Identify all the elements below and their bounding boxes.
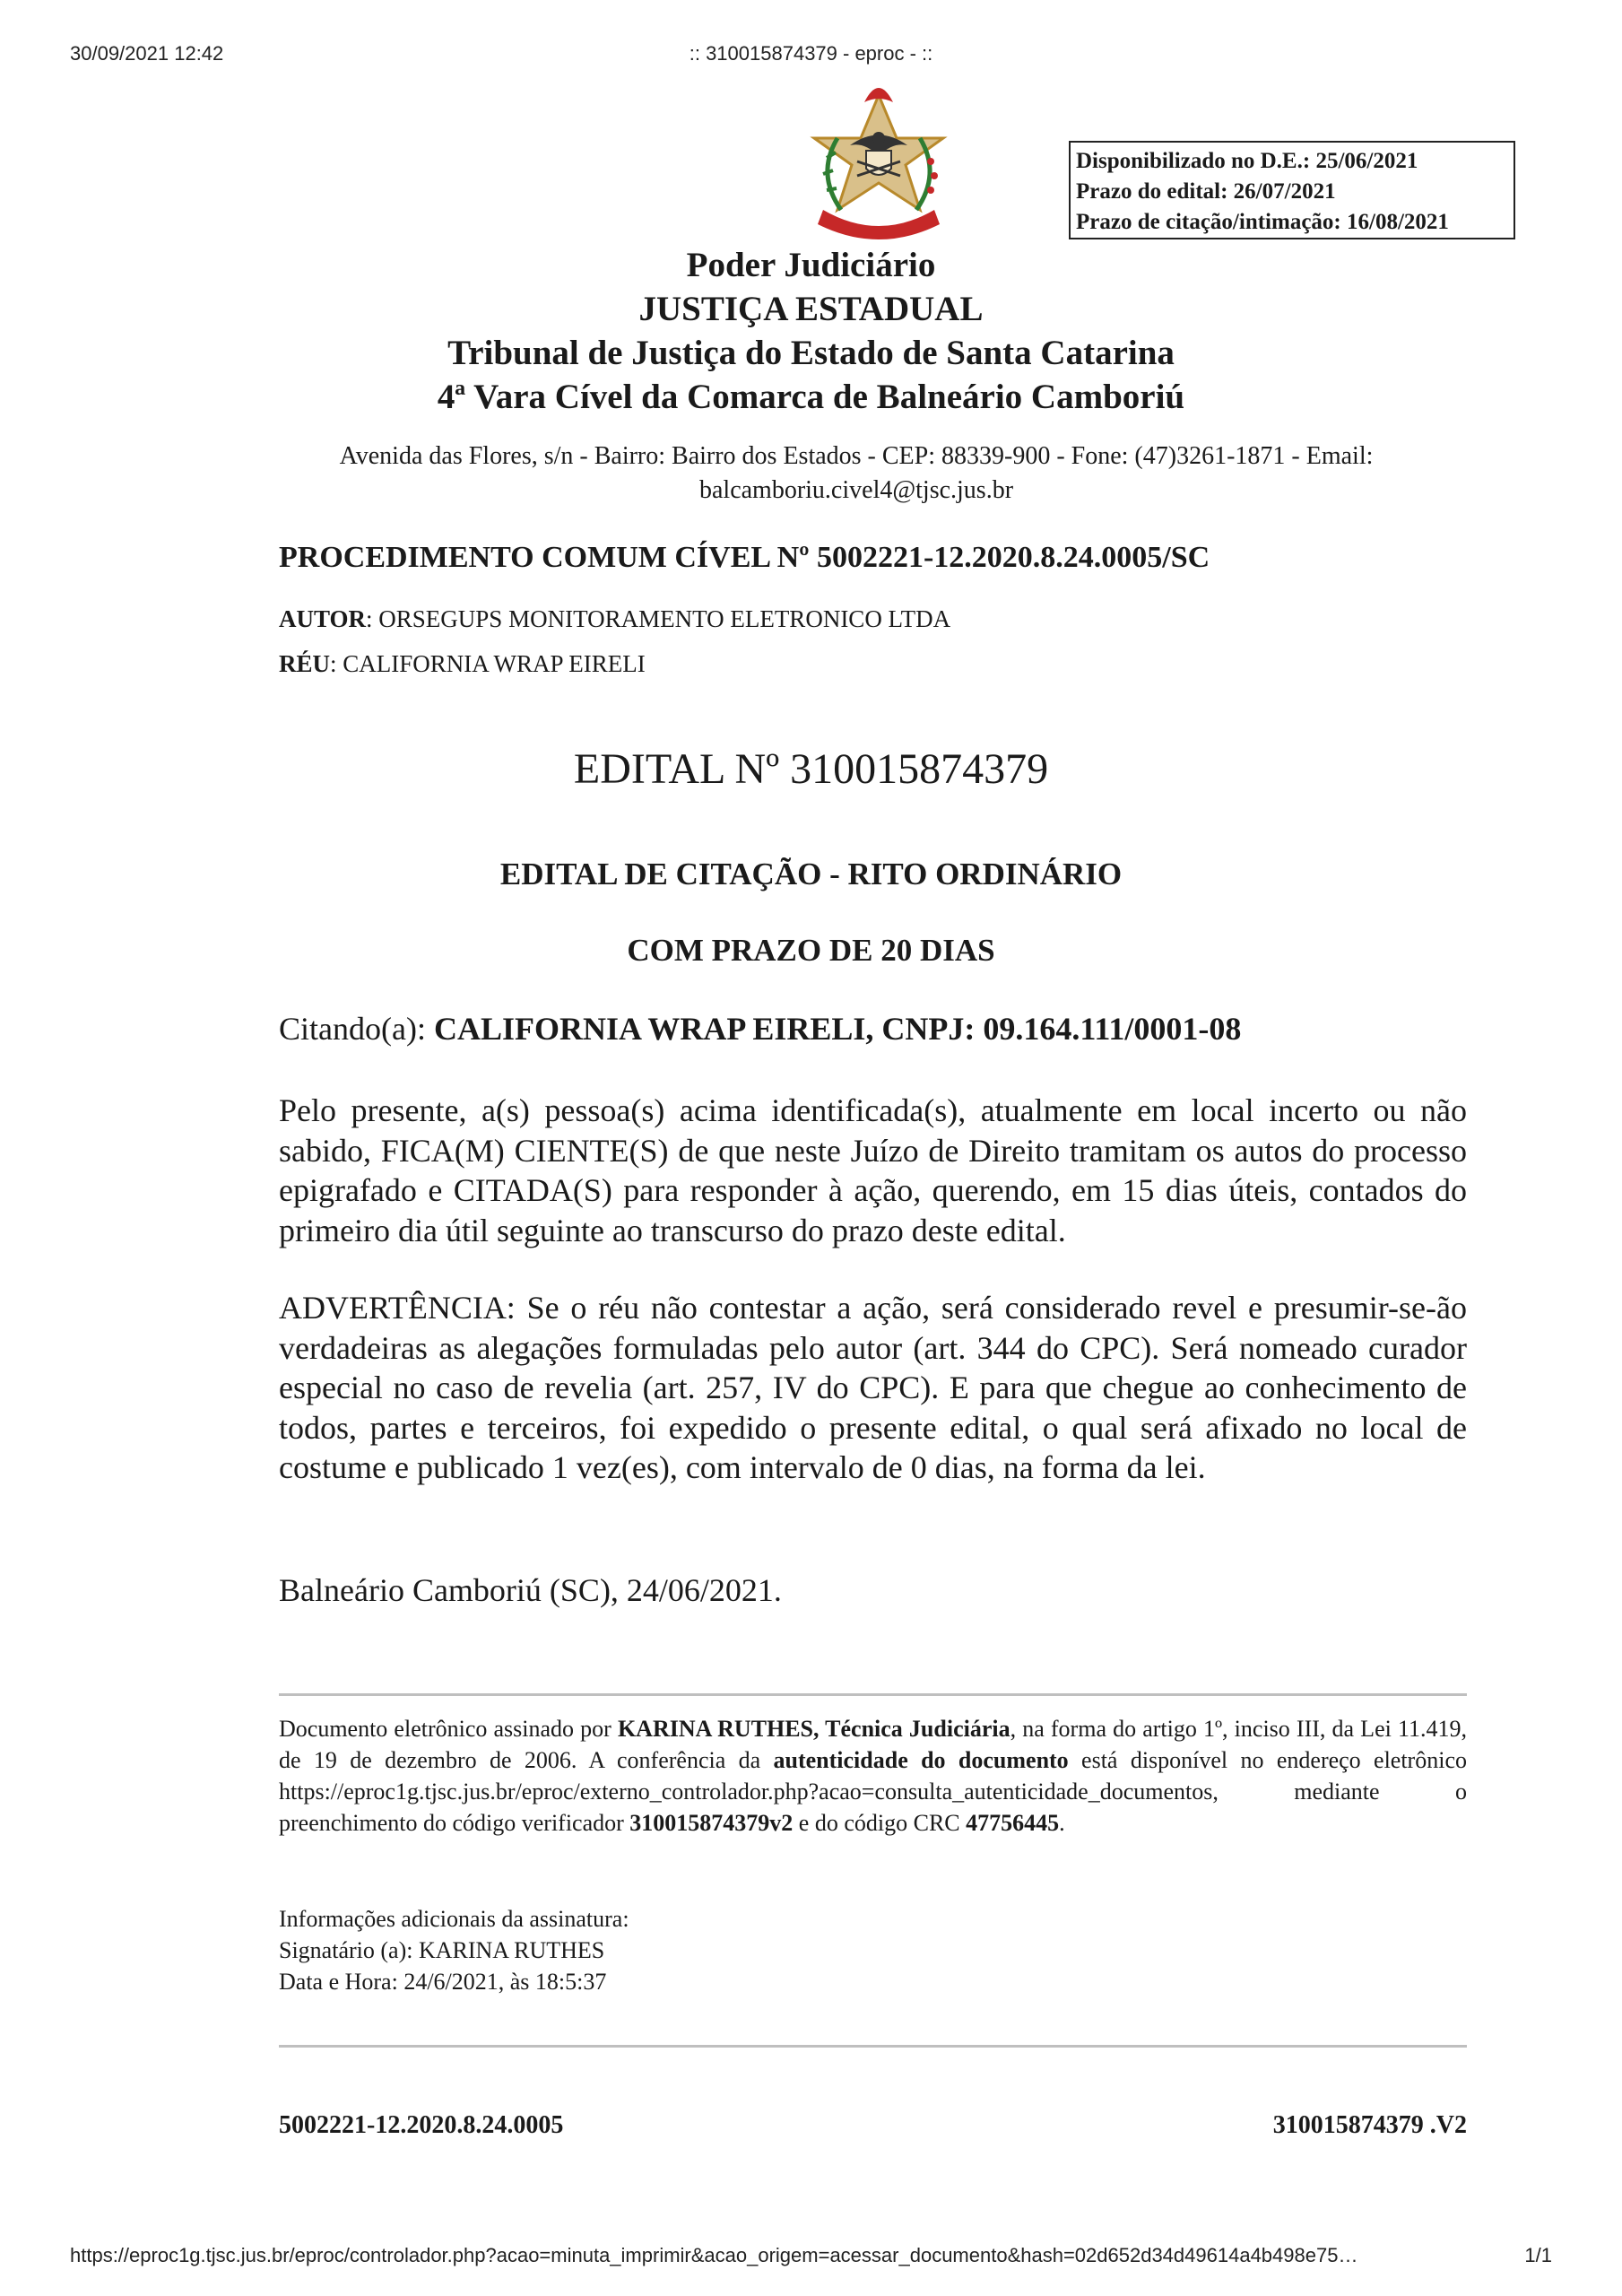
divider bbox=[279, 2045, 1467, 2048]
citation-deadline-line: Prazo de citação/intimação: 16/08/2021 bbox=[1076, 210, 1449, 234]
header-tribunal: Tribunal de Justiça do Estado de Santa Catarina bbox=[447, 334, 1175, 372]
signatory: Signatário (a): KARINA RUTHES bbox=[279, 1937, 605, 1963]
state-coat-of-arms-icon bbox=[796, 75, 961, 246]
print-url: https://eproc1g.tjsc.jus.br/eproc/controlador.php?acao=minuta_imprimir&acao_origem=acessar_documento&hash=02d652d34d49614a4b498e75… bbox=[70, 2244, 1358, 2266]
edital-paragraph-1: Pelo presente, a(s) pessoa(s) acima identificada(s), atualmente em local incerto ou não sabido, FICA(M) CIENTE(S) de que neste Juízo de Direito tramitam os autos do processo epigrafado e CITADA(S) para responder à ação, querendo, em 15 dias úteis, contados do primeiro dia útil seguinte ao transcurso do prazo deste edital. bbox=[279, 1092, 1467, 1248]
additional-info-title: Informações adicionais da assinatura: bbox=[279, 1906, 629, 1932]
divider bbox=[279, 1693, 1467, 1696]
party-reu: RÉU: CALIFORNIA WRAP EIRELI bbox=[279, 650, 646, 677]
edital-deadline-line: Prazo do edital: 26/07/2021 bbox=[1076, 179, 1336, 204]
publication-dates-box bbox=[1069, 141, 1515, 239]
publication-date-line: Disponibilizado no D.E.: 25/06/2021 bbox=[1076, 149, 1418, 173]
party-autor: AUTOR: ORSEGUPS MONITORAMENTO ELETRONICO LTDA bbox=[279, 605, 951, 632]
process-title: PROCEDIMENTO COMUM CÍVEL Nº 5002221-12.2020.8.24.0005/SC bbox=[279, 541, 1210, 574]
edital-paragraph-advertencia: ADVERTÊNCIA: Se o réu não contestar a ação, será considerado revel e presumir-se-ão verdadeiras as alegações formuladas pelo autor (art. 344 do CPC). Será nomeado curador especial no caso de revelia (art. 257, IV do CPC). E para que chegue ao conhecimento de todos, partes e terceiros, foi expedido o presente edital, o qual será afixado no local de costume e publicado 1 vez(es), com intervalo de 0 dias, na forma da lei. bbox=[279, 1290, 1467, 1485]
signature-datetime: Data e Hora: 24/6/2021, às 18:5:37 bbox=[279, 1969, 607, 1995]
document-version-footer: 310015874379 .V2 bbox=[1272, 2111, 1467, 2139]
process-number-footer: 5002221-12.2020.8.24.0005 bbox=[279, 2111, 564, 2139]
place-and-date: Balneário Camboriú (SC), 24/06/2021. bbox=[279, 1572, 782, 1608]
electronic-signature-notice: Documento eletrônico assinado por KARINA RUTHES, Técnica Judiciária, na forma do artigo 1º, inciso III, da Lei 11.419, de 19 de dezembro de 2006. A conferência da autenticidade do documento está disponível no endereço eletrônico https://eproc1g.tjsc.jus.br/eproc/externo_controlador.php?acao=consulta_autenticidade_documentos, mediante o preenchimento do código verificador 310015874379v2 e do código CRC 47756445. bbox=[279, 1716, 1467, 1836]
edital-subtitle: EDITAL DE CITAÇÃO - RITO ORDINÁRIO bbox=[499, 857, 1123, 891]
edital-title: EDITAL Nº 310015874379 bbox=[573, 745, 1049, 793]
header-vara: 4ª Vara Cível da Comarca de Balneário Camboriú bbox=[437, 378, 1185, 416]
print-page-number: 1/1 bbox=[1524, 2244, 1552, 2266]
court-address: Avenida das Flores, s/n - Bairro: Bairro dos Estados - CEP: 88339-900 - Fone: (47)3261-1871 - Email: balcamboriu.civel4@tjsc.jus.br bbox=[339, 442, 1374, 504]
signature-additional-info bbox=[279, 1903, 629, 1997]
edital-prazo: COM PRAZO DE 20 DIAS bbox=[627, 933, 995, 968]
print-page-title: :: 310015874379 - eproc - :: bbox=[689, 42, 933, 65]
header-justica-estadual: JUSTIÇA ESTADUAL bbox=[638, 290, 984, 328]
citando-line: Citando(a): CALIFORNIA WRAP EIRELI, CNPJ: 09.164.111/0001-08 bbox=[279, 1011, 1242, 1047]
print-datetime: 30/09/2021 12:42 bbox=[70, 42, 224, 65]
header-poder-judiciario: Poder Judiciário bbox=[686, 246, 936, 284]
